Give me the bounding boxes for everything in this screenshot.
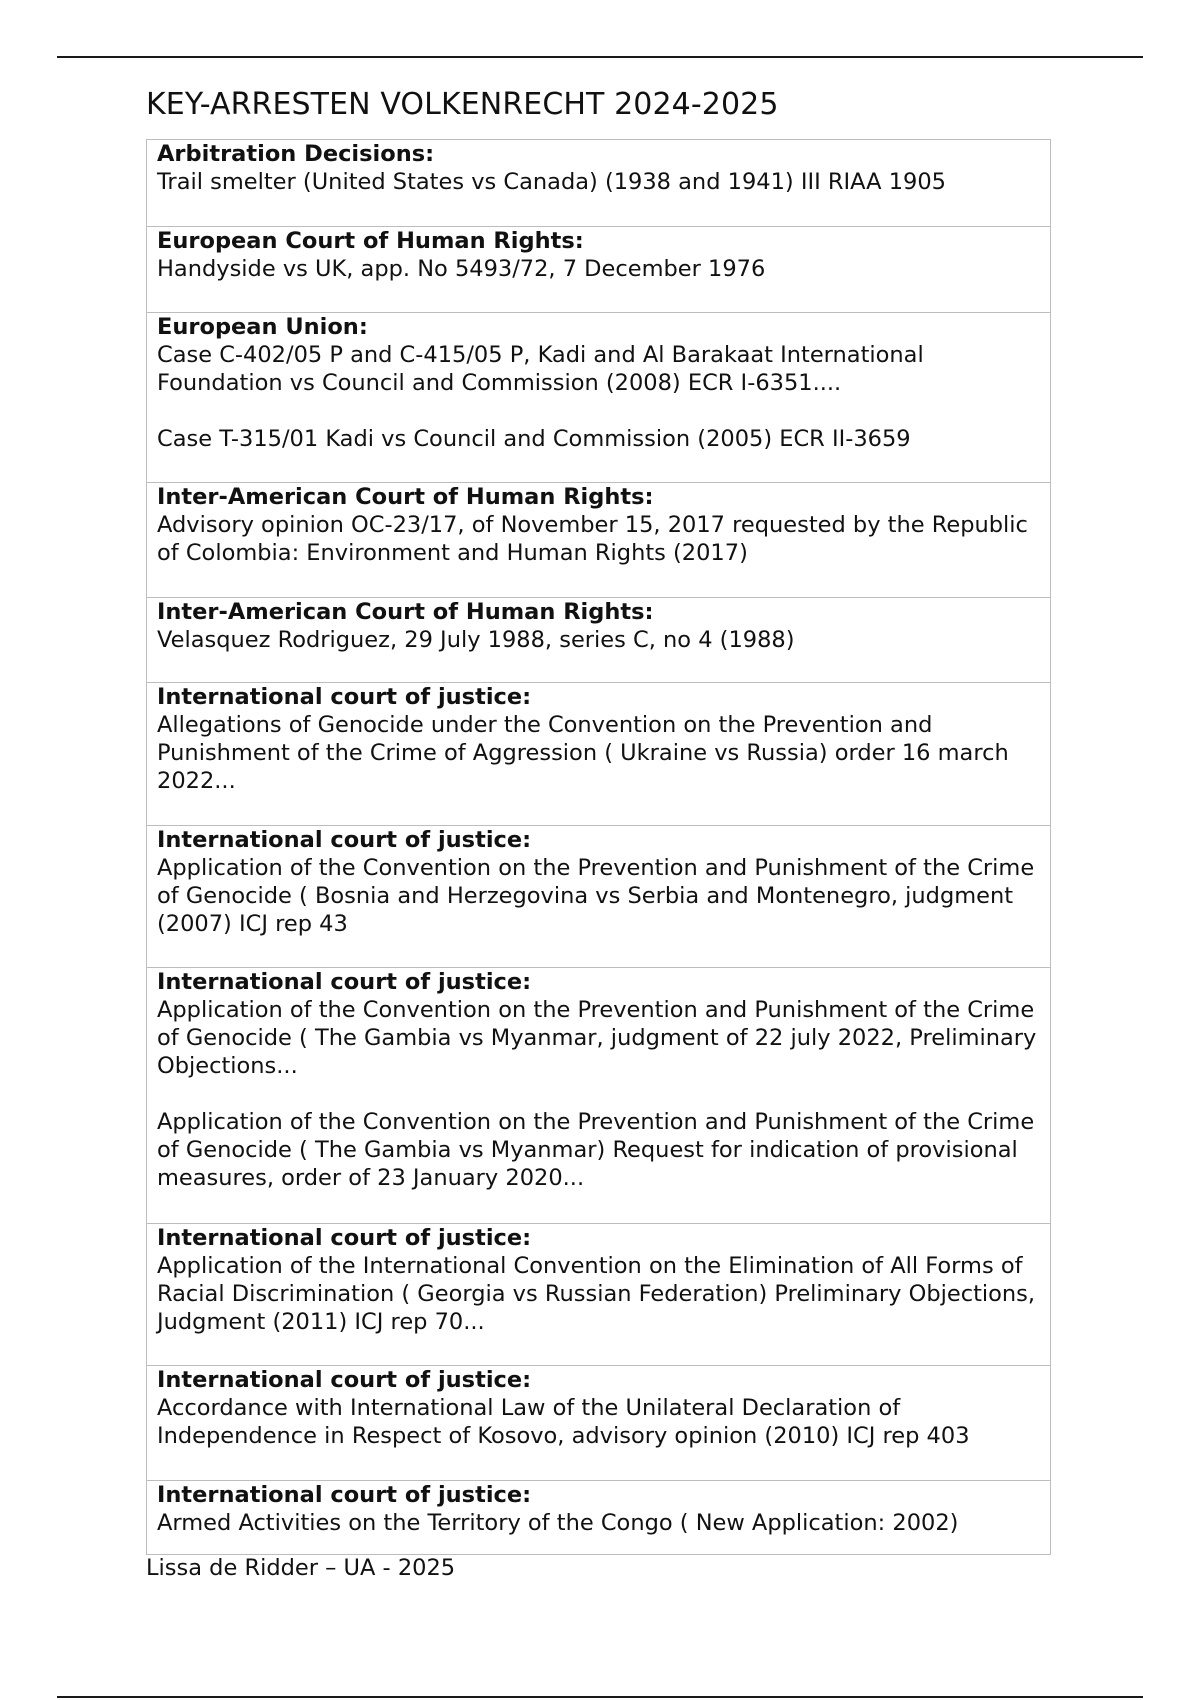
document-title: KEY-ARRESTEN VOLKENRECHT 2024-2025: [146, 87, 779, 122]
case-citation: Case C-402/05 P and C-415/05 P, Kadi and Al Barakaat International Foundation vs Council and Commission (2008) ECR I-6351....: [157, 342, 924, 396]
case-citation: Application of the Convention on the Prevention and Punishment of the Crime of Genocide ( The Gambia vs Myanmar) Request for indication of provisional measures, order of 23 January 2020...: [157, 1109, 1035, 1191]
table-row: [147, 1365, 1050, 1480]
bottom-rule: [57, 1696, 1143, 1698]
table-row: [147, 482, 1050, 597]
case-table: [146, 139, 1051, 1555]
case-citation: Application of the Convention on the Prevention and Punishment of the Crime of Genocide ( Bosnia and Herzegovina vs Serbia and Montenegro, judgment (2007) ICJ rep 43: [157, 855, 1035, 937]
court-heading: International court of justice:: [157, 1367, 532, 1393]
case-citation: Accordance with International Law of the Unilateral Declaration of Independence in Respect of Kosovo, advisory opinion (2010) ICJ rep 403: [157, 1395, 970, 1449]
top-rule: [57, 56, 1143, 58]
table-row: [147, 312, 1050, 482]
case-citation: Allegations of Genocide under the Convention on the Prevention and Punishment of the Crime of Aggression ( Ukraine vs Russia) order 16 march 2022...: [157, 712, 1009, 794]
court-heading: International court of justice:: [157, 684, 532, 710]
court-heading: European Court of Human Rights:: [157, 228, 584, 254]
footer-author: Lissa de Ridder – UA - 2025: [146, 1555, 456, 1581]
table-row: [147, 682, 1050, 825]
case-citation: Application of the International Convention on the Elimination of All Forms of Racial Discrimination ( Georgia vs Russian Federation) Preliminary Objections, Judgment (2011) ICJ rep 70...: [157, 1253, 1036, 1335]
case-citation: Advisory opinion OC-23/17, of November 15, 2017 requested by the Republic of Colombia: Environment and Human Rights (2017): [157, 512, 1028, 566]
table-row: [147, 140, 1050, 226]
court-heading: International court of justice:: [157, 1482, 532, 1508]
case-citation: Velasquez Rodriguez, 29 July 1988, series C, no 4 (1988): [157, 627, 795, 653]
court-heading: International court of justice:: [157, 827, 532, 853]
table-row: [147, 226, 1050, 312]
table-row: [147, 597, 1050, 682]
case-citation: Application of the Convention on the Prevention and Punishment of the Crime of Genocide ( The Gambia vs Myanmar, judgment of 22 july 2022, Preliminary Objections...: [157, 997, 1037, 1079]
table-row: [147, 967, 1050, 1223]
court-heading: International court of justice:: [157, 1225, 532, 1251]
case-citation: Armed Activities on the Territory of the Congo ( New Application: 2002): [157, 1510, 959, 1536]
table-row: [147, 1223, 1050, 1365]
case-citation: Trail smelter (United States vs Canada) (1938 and 1941) III RIAA 1905: [157, 169, 946, 195]
table-row: [147, 825, 1050, 967]
court-heading: Inter-American Court of Human Rights:: [157, 484, 654, 510]
court-heading: Arbitration Decisions:: [157, 141, 435, 167]
court-heading: European Union:: [157, 314, 368, 340]
court-heading: Inter-American Court of Human Rights:: [157, 599, 654, 625]
court-heading: International court of justice:: [157, 969, 532, 995]
case-citation: Case T-315/01 Kadi vs Council and Commission (2005) ECR II-3659: [157, 426, 911, 452]
case-citation: Handyside vs UK, app. No 5493/72, 7 December 1976: [157, 256, 766, 282]
table-row: [147, 1480, 1050, 1554]
